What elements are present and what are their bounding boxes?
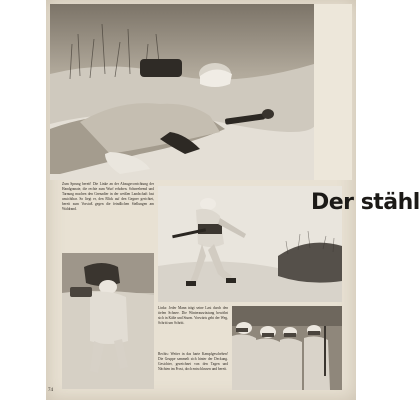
photo-soldier-prone — [50, 4, 314, 180]
magazine-page — [46, 0, 420, 400]
article-text-intro — [62, 182, 154, 250]
photo-soldier-carrying — [62, 253, 154, 389]
article-text-right-caption-body: Rechts: Weiter in das harte Kampfgeschehen! Die Gruppe sammelt sich hinter der Deckung. Gesichter, gezeichnet von den Tagen und Nächten im Frost, doch entschlossen und bereit. — [158, 352, 228, 372]
article-text-intro-body: Zum Sprung bereit! Die Linke an der Abzugsvorrichtung der Handgranate, die rechte zum Wurf erhoben. Schneehemd und Tarnung machen den Grenadier in der weißen Landschaft fast unsichtbar. So liegt er, den Blick auf den Gegner gerichtet, bereit zum Vorstoß gegen die feindlichen Stellungen am Waldrand. — [62, 182, 154, 212]
article-headline: Der stähl — [311, 190, 420, 215]
article-text-right-caption — [158, 352, 228, 396]
article-text-left-caption-body: Links: Jeder Mann trägt seine Last durch den tiefen Schnee. Die Winterausrüstung bewährt sich in Kälte und Sturm. Vorwärts geht der Weg, Schritt um Schritt. — [158, 306, 228, 326]
photo-top-right-strip — [314, 4, 352, 180]
photo-soldier-group — [232, 306, 342, 390]
article-text-left-caption — [158, 306, 228, 350]
page-number: 74 — [48, 388, 53, 393]
